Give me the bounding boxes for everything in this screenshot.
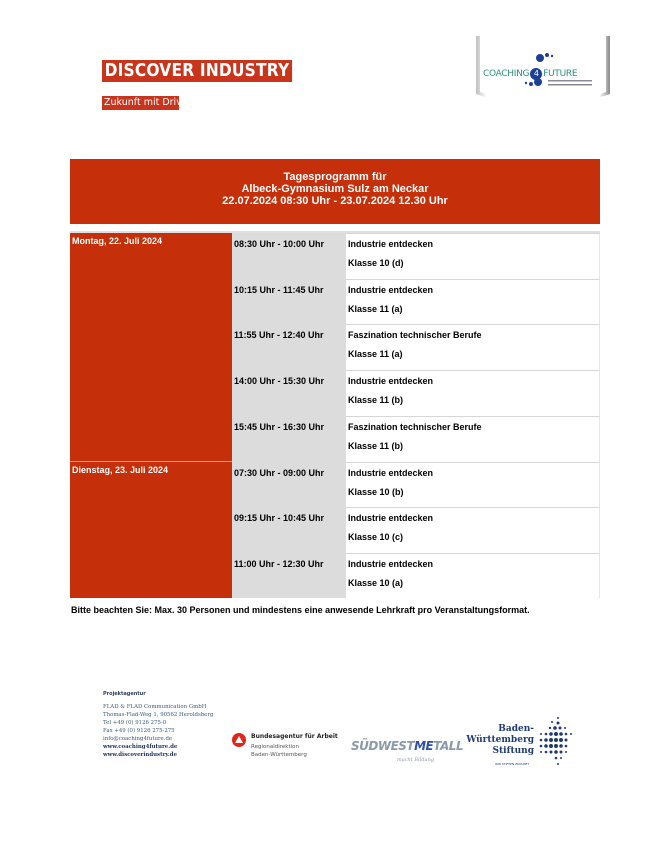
brand-tagline: Zukunft mit Drive <box>104 97 188 108</box>
session-content <box>346 553 600 598</box>
program-title-banner <box>70 159 600 224</box>
swm-wordmark: SÜDWESTMETALL <box>351 739 464 753</box>
coaching4future-logo <box>476 36 610 118</box>
contact-company: FLAD & FLAD Communication GmbH <box>103 704 207 710</box>
contact-phone: Tel +49 (0) 9126 275-0 <box>103 720 167 726</box>
banner-line-3: 22.07.2024 08:30 Uhr - 23.07.2024 12.30 Uhr <box>222 195 448 207</box>
day-cell-tuesday <box>70 462 232 598</box>
participant-note: Bitte beachten Sie: Max. 30 Personen und mindestens eine anwesende Lehrkraft pro Veranstaltungsformat. <box>71 605 530 615</box>
session-time: 11:55 Uhr - 12:40 Uhr <box>234 330 324 340</box>
session-class: Klasse 11 (a) <box>348 304 403 314</box>
swm-tagline: macht Bildung <box>397 757 435 763</box>
session-content <box>346 416 600 462</box>
session-title: Industrie entdecken <box>348 285 434 295</box>
day-label-monday: Montag, 22. Juli 2024 <box>72 236 163 246</box>
contact-email[interactable]: info@coaching4future.de <box>103 736 173 742</box>
session-content <box>346 233 600 279</box>
session-class: Klasse 10 (b) <box>348 487 404 497</box>
arbeitsagentur-a-icon <box>232 733 246 747</box>
session-title: Industrie entdecken <box>348 239 434 249</box>
session-content <box>346 279 600 325</box>
suedwestmetall-logo <box>351 739 464 763</box>
link-coaching4future[interactable]: www.coaching4future.de <box>103 744 178 750</box>
session-content <box>346 462 600 508</box>
session-row <box>232 370 600 416</box>
contact-address: Thomas-Flad-Weg 1, 90562 Heroldsberg <box>103 712 214 718</box>
session-class: Klasse 11 (a) <box>348 349 403 359</box>
brand-name: DISCOVER INDUSTRY <box>102 60 292 82</box>
session-class: Klasse 11 (b) <box>348 395 404 405</box>
dot-icon <box>536 54 544 62</box>
dot-icon <box>545 53 549 57</box>
bws-tagline: WIR STIFTEN ZUKUNFT <box>495 762 530 766</box>
session-title: Faszination technischer Berufe <box>348 330 482 340</box>
session-time: 11:00 Uhr - 12:30 Uhr <box>234 559 324 569</box>
session-row <box>232 462 600 508</box>
ba-subtitle: Regionaldirektion Baden-Württemberg <box>251 744 307 758</box>
ba-name: Bundesagentur für Arbeit <box>251 733 338 740</box>
day-cell-monday <box>70 233 232 462</box>
contact-heading: Projektagentur <box>103 691 146 697</box>
discover-industry-logo <box>102 60 323 110</box>
session-time: 07:30 Uhr - 09:00 Uhr <box>234 468 325 478</box>
link-discoverindustry[interactable]: www.discoverindustry.de <box>103 752 177 758</box>
coaching4future-wordmark: COACHING 4 FUTURE <box>483 69 578 79</box>
session-title: Industrie entdecken <box>348 513 434 523</box>
banner-line-2: Albeck-Gymnasium Sulz am Neckar <box>241 183 429 195</box>
session-class: Klasse 10 (d) <box>348 258 404 268</box>
dot-icon <box>551 55 553 57</box>
session-content <box>346 507 600 553</box>
session-title: Industrie entdecken <box>348 376 434 386</box>
session-content <box>346 370 600 416</box>
bws-wordmark: Baden- Württemberg Stiftung <box>466 724 534 756</box>
session-class: Klasse 11 (b) <box>348 441 404 451</box>
session-time: 15:45 Uhr - 16:30 Uhr <box>234 422 325 432</box>
session-time: 10:15 Uhr - 11:45 Uhr <box>234 285 324 295</box>
session-row <box>232 324 600 370</box>
session-title: Industrie entdecken <box>348 468 434 478</box>
bw-stiftung-logo <box>468 716 578 768</box>
day-label-tuesday: Dienstag, 23. Juli 2024 <box>72 465 169 475</box>
session-title: Faszination technischer Berufe <box>348 422 482 432</box>
session-row <box>232 553 600 598</box>
four-icon: 4 <box>530 68 542 80</box>
banner-line-1: Tagesprogramm für <box>283 171 387 183</box>
agency-contact <box>103 690 213 759</box>
dot-icon <box>525 82 527 84</box>
dot-icon <box>529 82 533 86</box>
session-row <box>232 507 600 553</box>
session-row <box>232 233 600 279</box>
session-time: 09:15 Uhr - 10:45 Uhr <box>234 513 325 523</box>
session-title: Industrie entdecken <box>348 559 434 569</box>
session-row <box>232 416 600 462</box>
session-time: 14:00 Uhr - 15:30 Uhr <box>234 376 325 386</box>
bw-map-dots-icon <box>536 716 576 768</box>
session-class: Klasse 10 (a) <box>348 578 404 588</box>
session-content <box>346 324 600 370</box>
session-class: Klasse 10 (c) <box>348 532 404 542</box>
session-row <box>232 279 600 325</box>
contact-fax: Fax +49 (0) 9126 275-275 <box>103 728 175 734</box>
session-time: 08:30 Uhr - 10:00 Uhr <box>234 239 325 249</box>
